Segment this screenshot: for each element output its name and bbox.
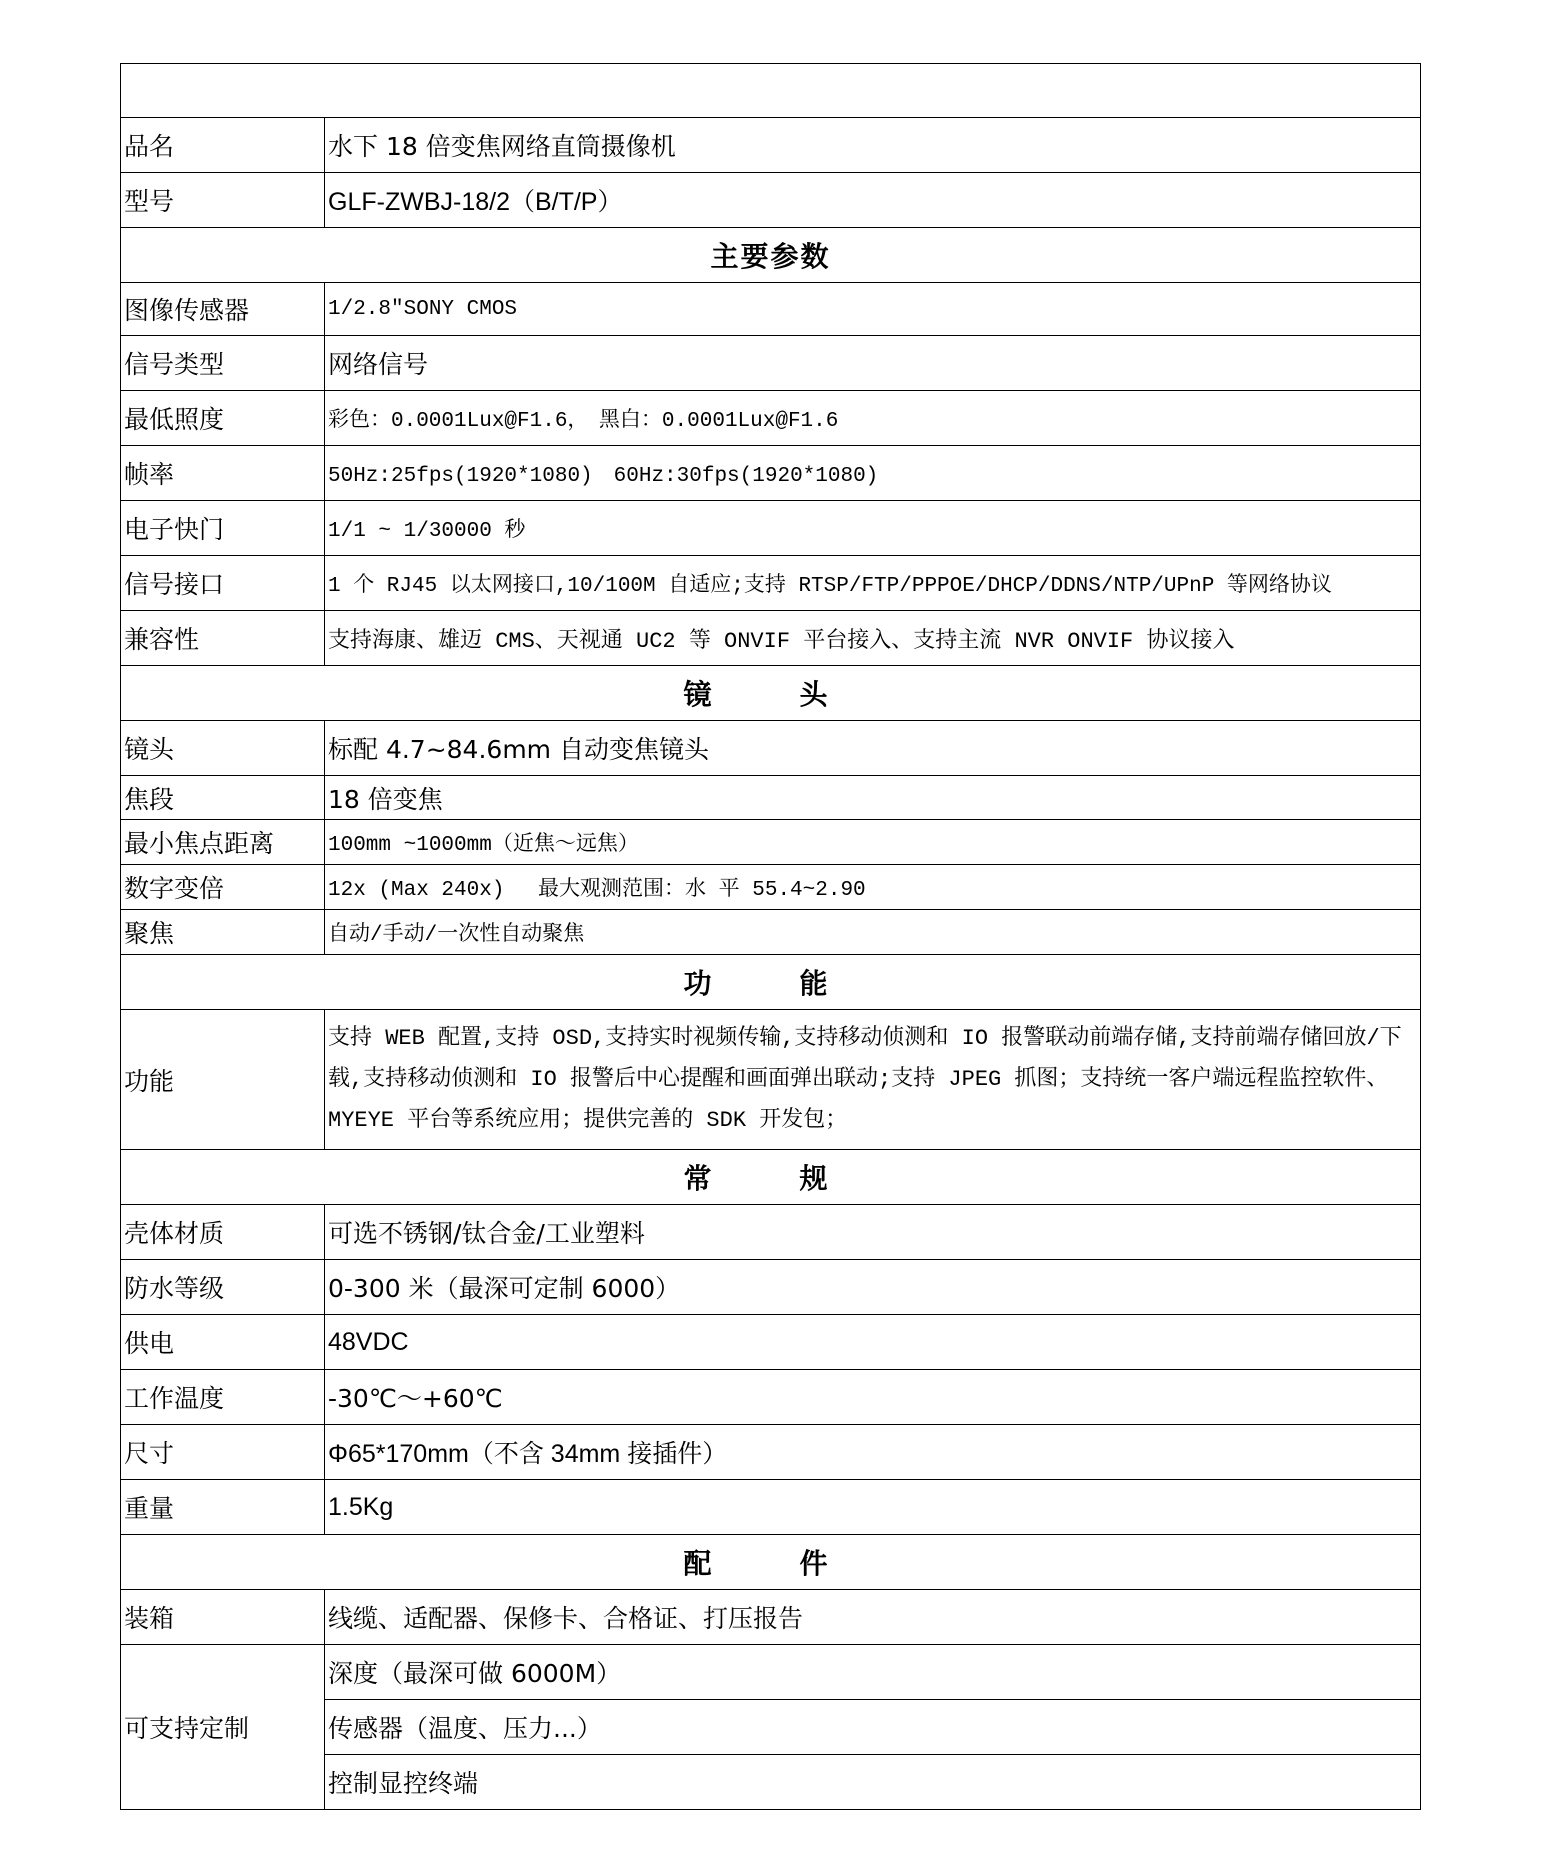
section-row [121, 666, 1421, 721]
table-row [121, 1315, 1421, 1370]
table-row [121, 556, 1421, 611]
general-value: 1.5Kg [325, 1480, 1421, 1535]
param-label: 信号类型 [121, 336, 325, 391]
param-label: 电子快门 [121, 501, 325, 556]
table-row [121, 776, 1421, 820]
table-row [121, 1010, 1421, 1150]
product-name-value: 水下 18 倍变焦网络直筒摄像机 [325, 118, 1421, 173]
section-function: 功 能 [121, 955, 1421, 1010]
table-row [121, 1480, 1421, 1535]
custom-item: 深度（最深可做 6000M） [325, 1645, 1421, 1700]
lens-value: 100mm ~1000mm（近焦～远焦） [325, 820, 1421, 865]
table-row [121, 173, 1421, 228]
lens-value: 自动/手动/一次性自动聚焦 [325, 910, 1421, 955]
lens-value: 12x (Max 240x) 最大观测范围：水 平 55.4~2.90 [325, 865, 1421, 910]
section-row [121, 228, 1421, 283]
table-row [121, 1205, 1421, 1260]
param-label: 兼容性 [121, 611, 325, 666]
general-value: -30℃～+60℃ [325, 1370, 1421, 1425]
general-label: 壳体材质 [121, 1205, 325, 1260]
general-label: 工作温度 [121, 1370, 325, 1425]
section-lens: 镜 头 [121, 666, 1421, 721]
section-main-params: 主要参数 [121, 228, 1421, 283]
lens-label: 镜头 [121, 721, 325, 776]
table-header-row [121, 64, 1421, 118]
section-row [121, 1150, 1421, 1205]
table-row [121, 721, 1421, 776]
table-row [121, 865, 1421, 910]
table-row [121, 611, 1421, 666]
section-accessories: 配 件 [121, 1535, 1421, 1590]
table-row [121, 1590, 1421, 1645]
general-label: 尺寸 [121, 1425, 325, 1480]
model-label: 型号 [121, 173, 325, 228]
spec-sheet [120, 63, 1420, 1810]
param-value: 1/1 ~ 1/30000 秒 [325, 501, 1421, 556]
section-row [121, 955, 1421, 1010]
custom-item: 控制显控终端 [325, 1755, 1421, 1810]
product-name-label: 品名 [121, 118, 325, 173]
param-value: 网络信号 [325, 336, 1421, 391]
table-row [121, 446, 1421, 501]
table-row [121, 118, 1421, 173]
general-value: 可选不锈钢/钛合金/工业塑料 [325, 1205, 1421, 1260]
function-value: 支持 WEB 配置,支持 OSD,支持实时视频传输,支持移动侦测和 IO 报警联动前端存储,支持前端存储回放/下载,支持移动侦测和 IO 报警后中心提醒和画面弹出联动;支持 JPEG 抓图；支持统一客户端远程监控软件、MYEYE 平台等系统应用；提供完善的 SDK 开发包； [325, 1010, 1421, 1150]
lens-label: 数字变倍 [121, 865, 325, 910]
table-row [121, 820, 1421, 865]
blank-header-cell [121, 64, 1421, 118]
param-value: 1 个 RJ45 以太网接口,10/100M 自适应;支持 RTSP/FTP/PPPOE/DHCP/DDNS/NTP/UPnP 等网络协议 [325, 556, 1421, 611]
table-row [121, 1425, 1421, 1480]
lens-label: 最小焦点距离 [121, 820, 325, 865]
param-label: 帧率 [121, 446, 325, 501]
general-value: 48VDC [325, 1315, 1421, 1370]
section-general: 常 规 [121, 1150, 1421, 1205]
table-row [121, 1370, 1421, 1425]
param-label: 最低照度 [121, 391, 325, 446]
param-value: 彩色：0.0001Lux@F1.6， 黑白：0.0001Lux@F1.6 [325, 391, 1421, 446]
lens-value: 标配 4.7~84.6mm 自动变焦镜头 [325, 721, 1421, 776]
table-row [121, 283, 1421, 336]
function-label: 功能 [121, 1010, 325, 1150]
param-value: 1/2.8″SONY CMOS [325, 283, 1421, 336]
table-row [121, 1260, 1421, 1315]
table-row [121, 391, 1421, 446]
spec-table [120, 63, 1421, 1810]
custom-item: 传感器（温度、压力...） [325, 1700, 1421, 1755]
table-row [121, 1645, 1421, 1700]
param-value: 50Hz:25fps(1920*1080) 60Hz:30fps(1920*1080) [325, 446, 1421, 501]
custom-label: 可支持定制 [121, 1645, 325, 1810]
general-value: 0-300 米（最深可定制 6000） [325, 1260, 1421, 1315]
lens-label: 焦段 [121, 776, 325, 820]
param-label: 信号接口 [121, 556, 325, 611]
general-label: 重量 [121, 1480, 325, 1535]
lens-value: 18 倍变焦 [325, 776, 1421, 820]
general-label: 供电 [121, 1315, 325, 1370]
general-value: Φ65*170mm（不含 34mm 接插件） [325, 1425, 1421, 1480]
lens-label: 聚焦 [121, 910, 325, 955]
table-row [121, 501, 1421, 556]
table-row [121, 336, 1421, 391]
model-value: GLF-ZWBJ-18/2（B/T/P） [325, 173, 1421, 228]
packing-value: 线缆、适配器、保修卡、合格证、打压报告 [325, 1590, 1421, 1645]
general-label: 防水等级 [121, 1260, 325, 1315]
param-label: 图像传感器 [121, 283, 325, 336]
section-row [121, 1535, 1421, 1590]
table-row [121, 910, 1421, 955]
param-value: 支持海康、雄迈 CMS、天视通 UC2 等 ONVIF 平台接入、支持主流 NVR ONVIF 协议接入 [325, 611, 1421, 666]
packing-label: 装箱 [121, 1590, 325, 1645]
